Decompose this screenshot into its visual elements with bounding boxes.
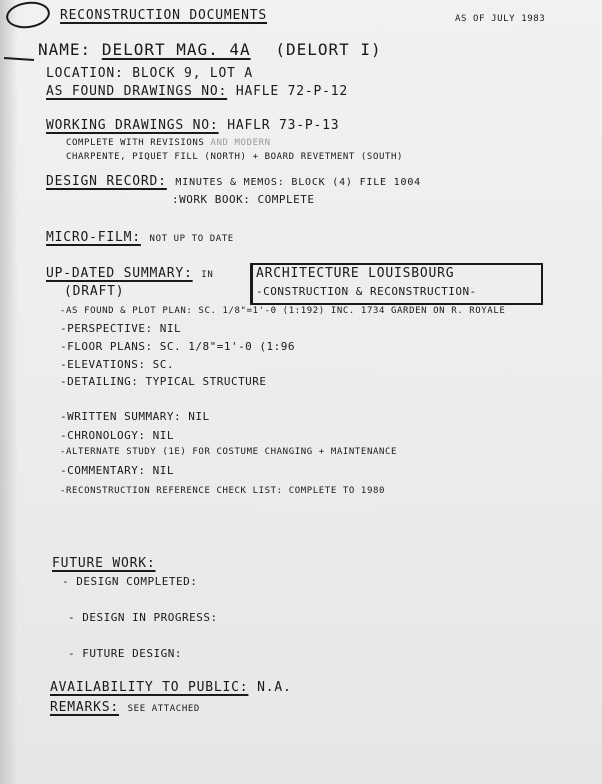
working-line1 [66,138,271,148]
future-work-label: FUTURE WORK: [52,556,156,571]
working-row [46,118,339,133]
name-alias: (DELORT I) [275,40,382,59]
updated-label: UP-DATED SUMMARY: [46,266,193,281]
list-item: -CHRONOLOGY: NIL [60,429,174,442]
list-item: -RECONSTRUCTION REFERENCE CHECK LIST: COMPLETE TO 1980 [60,486,385,496]
list-item: -AS FOUND & PLOT PLAN: SC. 1/8"=1'-0 (1:192) INC. 1734 GARDEN ON R. ROYALE [60,306,506,316]
as-found-label: AS FOUND DRAWINGS NO: [46,84,228,99]
updated-in: IN [201,270,214,280]
updated-row [46,266,213,281]
microfilm-label: MICRO-FILM: [46,230,141,245]
design-record-label: DESIGN RECORD: [46,174,167,189]
working-line2: CHARPENTE, PIQUET FILL (NORTH) + BOARD REVETMENT (SOUTH) [66,152,404,162]
draft-label: (DRAFT) [64,284,125,299]
remarks-value: SEE ATTACHED [127,704,200,714]
availability-row [50,680,292,695]
design-record-row [46,174,421,189]
list-item: -FLOOR PLANS: SC. 1/8"=1'-0 (1:96 [60,340,296,353]
box-line1: ARCHITECTURE LOUISBOURG [256,266,455,281]
list-item: -ELEVATIONS: SC. [60,358,174,371]
remarks-row [50,700,200,715]
microfilm-value: NOT UP TO DATE [149,234,234,244]
list-item: -PERSPECTIVE: NIL [60,322,182,335]
location-row [46,66,253,81]
location-value: BLOCK 9, LOT A [132,66,254,81]
page-edge-shadow [0,0,18,784]
list-item: -DETAILING: TYPICAL STRUCTURE [60,375,267,388]
as-found-value: HAFLE 72-P-12 [235,84,348,99]
design-record-value2: :WORK BOOK: COMPLETE [172,193,315,206]
availability-label: AVAILABILITY TO PUBLIC: [50,680,249,695]
working-value: HAFLR 73-P-13 [227,118,340,133]
name-label: NAME: [38,40,92,59]
list-item: -COMMENTARY: NIL [60,464,174,477]
document-date: AS OF JULY 1983 [455,14,546,24]
list-item: -ALTERNATE STUDY (1E) FOR COSTUME CHANGING + MAINTENANCE [60,447,398,457]
remarks-label: REMARKS: [50,700,120,715]
document-title: RECONSTRUCTION DOCUMENTS [60,8,268,23]
future-design: - FUTURE DESIGN: [68,647,182,660]
location-label: LOCATION: [46,66,124,81]
future-progress: - DESIGN IN PROGRESS: [68,611,218,624]
microfilm-row [46,230,234,245]
design-record-value: MINUTES & MEMOS: BLOCK (4) FILE 1004 [175,177,421,188]
availability-value: N.A. [257,680,292,695]
name-row [38,40,382,59]
future-completed: - DESIGN COMPLETED: [62,575,198,588]
working-line1-faded: AND MODERN [210,138,271,148]
box-line2: -CONSTRUCTION & RECONSTRUCTION- [256,285,477,298]
name-value: DELORT MAG. 4A [101,40,251,59]
list-item: -WRITTEN SUMMARY: NIL [60,410,210,423]
working-line1-text: COMPLETE WITH REVISIONS [66,138,205,148]
as-found-row [46,84,348,99]
working-label: WORKING DRAWINGS NO: [46,118,219,133]
